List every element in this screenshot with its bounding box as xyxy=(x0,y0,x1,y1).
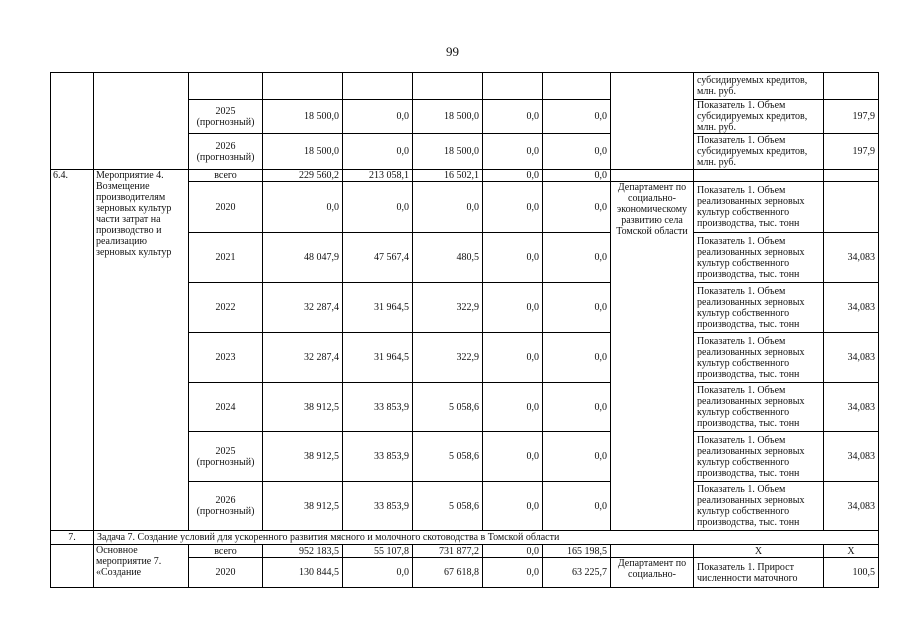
total-cell: 229 560,2 xyxy=(263,170,343,182)
extra-cell: 0,0 xyxy=(543,233,611,283)
total-cell: 38 912,5 xyxy=(263,383,343,432)
extra-cell: 165 198,5 xyxy=(543,545,611,558)
regional-cell: 5 058,6 xyxy=(413,482,483,531)
indicator-cell: Показатель 1. Объем реализованных зерновых культур собственного производства, тыс. тонн xyxy=(694,432,824,482)
federal-cell: 31 964,5 xyxy=(343,333,413,383)
regional-cell: 67 618,8 xyxy=(413,558,483,588)
indicator-cell: субсидируемых кредитов, млн. руб. xyxy=(694,73,824,100)
local-cell: 0,0 xyxy=(483,482,543,531)
regional-cell: 322,9 xyxy=(413,283,483,333)
year-cell: 2024 xyxy=(189,383,263,432)
local-cell: 0,0 xyxy=(483,100,543,134)
indicator-cell: Показатель 1. Объем реализованных зерновых культур собственного производства, тыс. тонн xyxy=(694,383,824,432)
measure-name-cell: Мероприятие 4. Возмещение производителям зерновых культур части затрат на производство и реализацию зерновых культур xyxy=(94,170,189,531)
indicator-cell: Показатель 1. Объем реализованных зерновых культур собственного производства, тыс. тонн xyxy=(694,182,824,233)
executor-cell xyxy=(611,73,694,170)
page-number: 99 xyxy=(446,44,459,59)
regional-cell: 0,0 xyxy=(413,182,483,233)
local-cell: 0,0 xyxy=(483,182,543,233)
year-cell: 2025 (прогнозный) xyxy=(189,432,263,482)
table-row xyxy=(51,531,879,545)
regional-cell: 322,9 xyxy=(413,333,483,383)
local-cell: 0,0 xyxy=(483,283,543,333)
total-cell: 32 287,4 xyxy=(263,283,343,333)
federal-cell xyxy=(343,73,413,100)
regional-cell: 480,5 xyxy=(413,233,483,283)
year-cell: 2026 (прогнозный) xyxy=(189,482,263,531)
regional-cell: 731 877,2 xyxy=(413,545,483,558)
total-cell: 952 183,5 xyxy=(263,545,343,558)
regional-cell: 16 502,1 xyxy=(413,170,483,182)
local-cell: 0,0 xyxy=(483,170,543,182)
measure-name-cell: Основное мероприятие 7. «Создание xyxy=(94,545,189,588)
federal-cell: 47 567,4 xyxy=(343,233,413,283)
total-cell: 130 844,5 xyxy=(263,558,343,588)
local-cell: 0,0 xyxy=(483,383,543,432)
extra-cell: 0,0 xyxy=(543,432,611,482)
indicator-value-cell: 34,083 xyxy=(824,283,879,333)
table-row xyxy=(51,73,879,100)
federal-cell: 33 853,9 xyxy=(343,383,413,432)
indicator-cell: X xyxy=(694,545,824,558)
extra-cell: 0,0 xyxy=(543,100,611,134)
indicator-cell: Показатель 1. Объем реализованных зерновых культур собственного производства, тыс. тонн xyxy=(694,333,824,383)
indicator-value-cell: 197,9 xyxy=(824,100,879,134)
year-cell: всего xyxy=(189,545,263,558)
year-cell: 2022 xyxy=(189,283,263,333)
federal-cell: 213 058,1 xyxy=(343,170,413,182)
year-cell: 2025 (прогнозный) xyxy=(189,100,263,134)
extra-cell: 0,0 xyxy=(543,383,611,432)
indicator-cell: Показатель 1. Объем реализованных зерновых культур собственного производства, тыс. тонн xyxy=(694,233,824,283)
local-cell xyxy=(483,73,543,100)
indicator-value-cell xyxy=(824,73,879,100)
total-cell: 48 047,9 xyxy=(263,233,343,283)
regional-cell: 18 500,0 xyxy=(413,134,483,170)
extra-cell: 0,0 xyxy=(543,170,611,182)
indicator-value-cell: 100,5 xyxy=(824,558,879,588)
regional-cell: 5 058,6 xyxy=(413,432,483,482)
federal-cell: 33 853,9 xyxy=(343,482,413,531)
federal-cell: 0,0 xyxy=(343,100,413,134)
indicator-cell: Показатель 1. Объем реализованных зерновых культур собственного производства, тыс. тонн xyxy=(694,482,824,531)
indicator-value-cell: 34,083 xyxy=(824,333,879,383)
num-cell: 6.4. xyxy=(51,170,94,531)
indicator-value-cell: 34,083 xyxy=(824,233,879,283)
num-cell xyxy=(51,545,94,588)
total-cell: 38 912,5 xyxy=(263,432,343,482)
table-row xyxy=(51,545,879,558)
regional-cell: 18 500,0 xyxy=(413,100,483,134)
year-cell: 2020 xyxy=(189,558,263,588)
year-cell: 2026 (прогнозный) xyxy=(189,134,263,170)
indicator-value-cell: 34,083 xyxy=(824,482,879,531)
extra-cell xyxy=(543,73,611,100)
executor-cell xyxy=(611,545,694,558)
local-cell: 0,0 xyxy=(483,432,543,482)
indicator-cell: Показатель 1. Объем субсидируемых кредитов, млн. руб. xyxy=(694,100,824,134)
indicator-cell: Показатель 1. Объем реализованных зерновых культур собственного производства, тыс. тонн xyxy=(694,283,824,333)
extra-cell: 0,0 xyxy=(543,283,611,333)
federal-cell: 33 853,9 xyxy=(343,432,413,482)
total-cell: 0,0 xyxy=(263,182,343,233)
local-cell: 0,0 xyxy=(483,134,543,170)
indicator-cell: Показатель 1. Объем субсидируемых кредитов, млн. руб. xyxy=(694,134,824,170)
federal-cell: 0,0 xyxy=(343,182,413,233)
federal-cell: 31 964,5 xyxy=(343,283,413,333)
indicator-cell xyxy=(694,170,824,182)
year-cell: всего xyxy=(189,170,263,182)
extra-cell: 0,0 xyxy=(543,182,611,233)
indicator-value-cell: 197,9 xyxy=(824,134,879,170)
indicator-value-cell: 34,083 xyxy=(824,383,879,432)
total-cell: 18 500,0 xyxy=(263,134,343,170)
program-table xyxy=(50,72,879,588)
year-cell: 2021 xyxy=(189,233,263,283)
indicator-value-cell xyxy=(824,182,879,233)
total-cell: 38 912,5 xyxy=(263,482,343,531)
regional-cell: 5 058,6 xyxy=(413,383,483,432)
total-cell: 18 500,0 xyxy=(263,100,343,134)
year-cell: 2023 xyxy=(189,333,263,383)
total-cell xyxy=(263,73,343,100)
indicator-value-cell: 34,083 xyxy=(824,432,879,482)
extra-cell: 0,0 xyxy=(543,333,611,383)
task-text-cell: Задача 7. Создание условий для ускоренного развития мясного и молочного скотоводства в Томской области xyxy=(94,531,879,545)
federal-cell: 0,0 xyxy=(343,558,413,588)
regional-cell xyxy=(413,73,483,100)
local-cell: 0,0 xyxy=(483,333,543,383)
extra-cell: 0,0 xyxy=(543,134,611,170)
executor-cell: Департамент по социально-экономическому развитию села Томской области xyxy=(611,182,694,531)
executor-cell: Департамент по социально- xyxy=(611,558,694,588)
federal-cell: 0,0 xyxy=(343,134,413,170)
year-cell xyxy=(189,73,263,100)
measure-name-cell xyxy=(94,73,189,170)
table-row xyxy=(51,170,879,182)
num-cell xyxy=(51,73,94,170)
local-cell: 0,0 xyxy=(483,558,543,588)
indicator-value-cell: X xyxy=(824,545,879,558)
local-cell: 0,0 xyxy=(483,545,543,558)
extra-cell: 63 225,7 xyxy=(543,558,611,588)
total-cell: 32 287,4 xyxy=(263,333,343,383)
executor-cell xyxy=(611,170,694,182)
indicator-value-cell xyxy=(824,170,879,182)
local-cell: 0,0 xyxy=(483,233,543,283)
indicator-cell: Показатель 1. Прирост численности маточного xyxy=(694,558,824,588)
extra-cell: 0,0 xyxy=(543,482,611,531)
year-cell: 2020 xyxy=(189,182,263,233)
federal-cell: 55 107,8 xyxy=(343,545,413,558)
task-num-cell: 7. xyxy=(51,531,94,545)
